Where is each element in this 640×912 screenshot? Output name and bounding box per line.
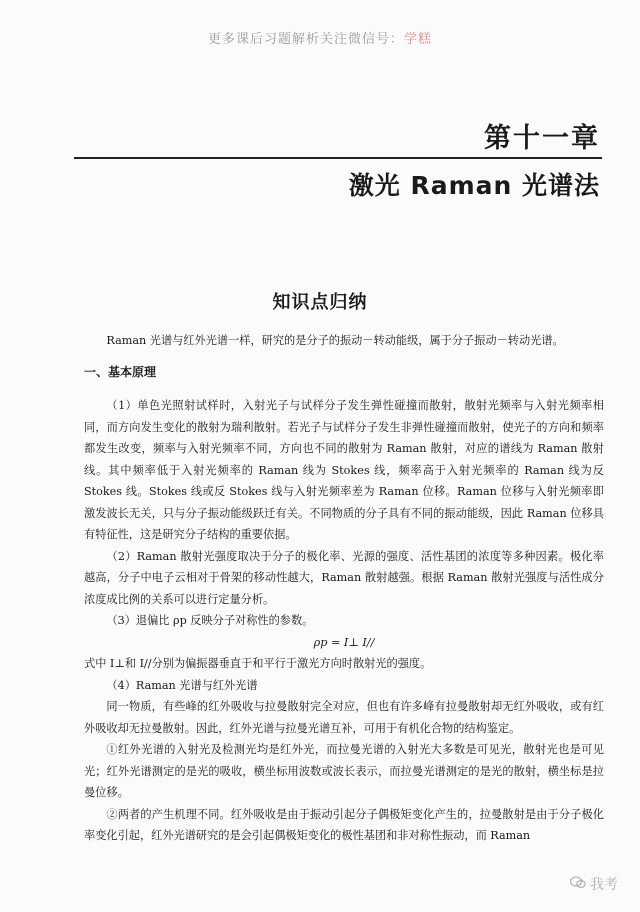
chapter-number: 第十一章 — [484, 123, 600, 154]
paragraph-4: （4）Raman 光谱与红外光谱 — [106, 678, 258, 692]
chapter-title: 激光 Raman 光谱法 — [348, 171, 600, 200]
depolarization-formula: ρp = I⊥ I// — [313, 635, 375, 649]
banner-brand: 学糕 — [404, 32, 433, 47]
paragraph-6: ①红外光谱的入射光及检测光均是红外光，而拉曼光谱的入射光大多数是可见光，散射光也是可见光；红外光谱测定的是光的吸收，横坐标用波数或波长表示，而拉曼光谱测定的是光的散射，横坐标是拉曼位移。 — [84, 743, 604, 799]
formula-explanation: 式中 I⊥和 I//分别为偏振器垂直于和平行于激光方向时散射光的强度。 — [84, 657, 432, 670]
paragraph-1: （1）单色光照射试样时，入射光子与试样分子发生弹性碰撞而散射，散射光频率与入射光频率相同，而方向发生变化的散射为瑞利散射。若光子与试样分子发生非弹性碰撞而散射，使光子的方向和频率都发生改变，频率与入射光频率不同，方向也不同的散射为 Raman 散射，对应的谱线为 Raman 散射线。其中频率低于入射光频率的 Raman 线为 Stokes 线，频率高于入射光频率的 Raman 线为反 Stokes 线。Stokes 线或反 Stokes 线与入射光频率差为 Raman 位移。Raman 位移与入射光频率即激发波长无关，只与分子振动能级跃迁有关。不同物质的分子具有不同的振动能级，因此 Raman 位移具有特征性，这是研究分子结构的重要依据。 — [84, 399, 604, 541]
paragraph-2: （2）Raman 散射光强度取决于分子的极化率、光源的强度、活性基团的浓度等多种因素。极化率越高，分子中电子云相对于骨架的移动性越大，Raman 散射越强。根据 Raman 散射光强度与活性成分浓度成比例的关系可以进行定量分析。 — [84, 549, 604, 606]
paragraph-3: （3）退偏比 ρp 反映分子对称性的参数。 — [106, 614, 314, 627]
section-heading: 知识点归纳 — [272, 292, 368, 313]
paragraph-5: 同一物质，有些峰的红外吸收与拉曼散射完全对应，但也有许多峰有拉曼散射却无红外吸收，或有红外吸收却无拉曼散射。因此，红外光谱与拉曼光谱互补，可用于有机化合物的结构鉴定。 — [84, 700, 604, 735]
wechat-icon — [570, 876, 586, 893]
banner-text: 更多课后习题解析关注微信号： — [207, 32, 404, 47]
watermark — [570, 874, 618, 894]
page-body — [84, 330, 604, 847]
chapter-divider — [74, 157, 602, 159]
subsection-heading: 一、基本原理 — [84, 364, 157, 379]
watermark-text: 我考 — [590, 877, 618, 893]
intro-paragraph: Raman 光谱与红外光谱一样，研究的是分子的振动－转动能级，属于分子振动－转动光谱。 — [106, 334, 564, 347]
wechat-promo-banner — [0, 28, 640, 47]
paragraph-7: ②两者的产生机理不同。红外吸收是由于振动引起分子偶极矩变化产生的，拉曼散射是由于分子极化率变化引起，红外光谱研究的是会引起偶极矩变化的极性基团和非对称性振动，而 Raman — [84, 807, 604, 842]
